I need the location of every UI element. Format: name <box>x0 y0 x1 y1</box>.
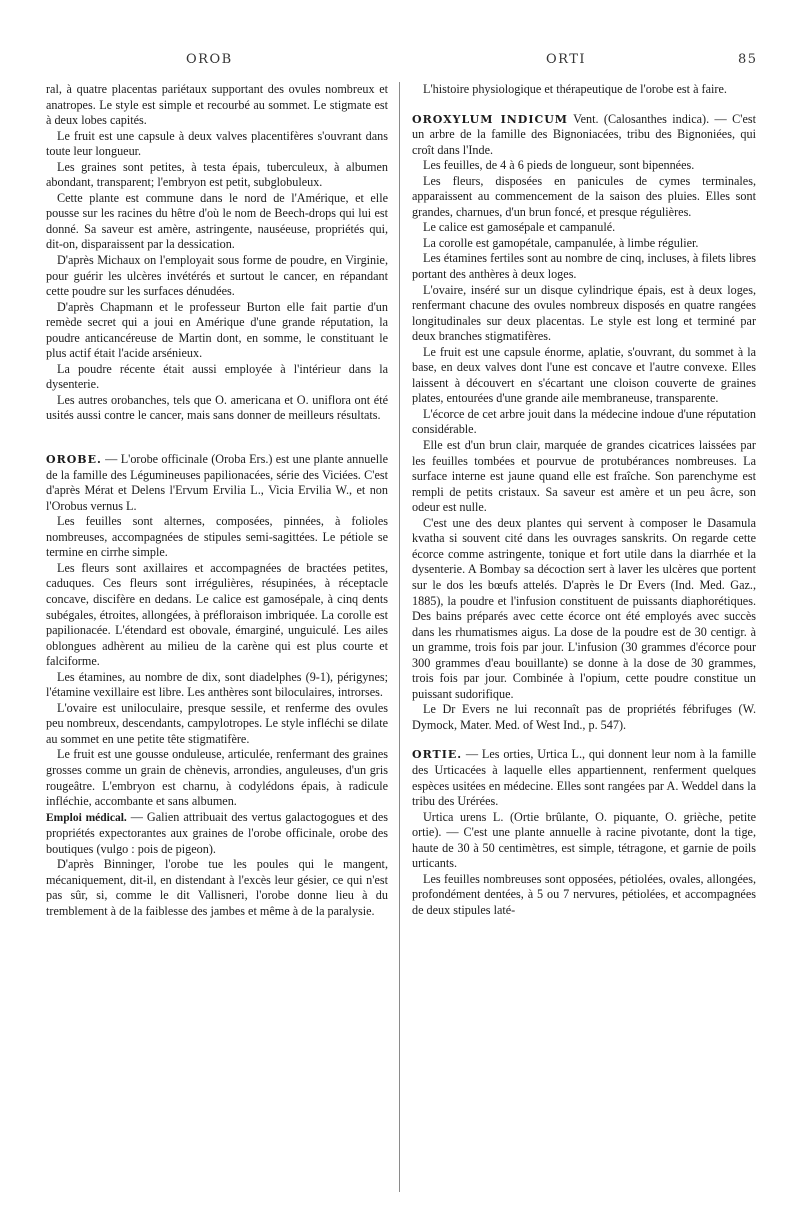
paragraph: Les fleurs, disposées en panicules de cymes terminales, apparaissent au commencement de la saison des pluies. Elles sont grandes, charnues, d'un brun foncé, et presque régulières. <box>412 173 756 219</box>
paragraph: L'histoire physiologique et thérapeutique de l'orobe est à faire. <box>423 82 727 96</box>
paragraph: L'ovaire, inséré sur un disque cylindrique épais, est à deux loges, renfermant chacune des ovules nombreux disposés en quatre rangées longitudinales sur deux placentas. Le style est long et terminé par deux branches stigmatifères. <box>412 282 756 344</box>
paragraph: Les feuilles nombreuses sont opposées, pétiolées, ovales, allongées, profondément dentées, à 5 ou 7 nervures, pétiolées, et accompagnées de deux stipules laté- <box>412 871 756 917</box>
headword-oroxylum: OROXYLUM INDICUM <box>412 112 568 126</box>
headword-ortie: ORTIE. <box>412 748 463 762</box>
right-column <box>412 82 756 1210</box>
paragraph: Urtica urens L. (Ortie brûlante, O. piquante, O. grièche, petite ortie). — C'est une plante annuelle à racine pivotante, dont la tige, haute de 30 à 50 centimètres, est simple, tétragone, et garnie de poils urticants. <box>412 809 756 871</box>
paragraph: L'écorce de cet arbre jouit dans la médecine indoue d'une réputation considérable. <box>412 406 756 437</box>
paragraph: D'après Chapmann et le professeur Burton elle fait partie d'un remède secret qui a joui en Amérique d'une grande réputation, la poudre anticancéreuse de Martin dont, en somme, le constituant le plus actif était l'acide arsénieux. <box>46 299 388 361</box>
emploi-medical <box>46 810 388 858</box>
paragraph: Le calice est gamosépale et campanulé. <box>423 220 616 235</box>
entry-oroxylum <box>412 112 756 159</box>
entry-text: Vent. (Calosanthes indica). — C'est un arbre de la famille des Bignoniacées, tribu des Bignoniées, qui croît dans l'Inde. <box>412 111 756 157</box>
paragraph: C'est une des deux plantes qui servent à composer le Dasamula kvatha si souvent cité dans les ouvrages sanskrits. On regarde cette écorce comme astringente, tonique et fort utile dans la diarrhée et la dysenterie. A Bombay sa décoction sert à laver les ulcères que portent sur le dos les bœufs attelés. D'après le Dr Evers (Ind. Med. Gaz., 1885), la poudre et l'infusion constituent de puissants diaphorétiques. Des bains préparés avec cette écorce ont été employés avec succès dans les rhumatismes aigus. La dose de la poudre est de 30 centigr. à un gramme, trois fois par jour. L'infusion (30 grammes d'écorce pour 300 grammes d'eau bouillante) se donne à la dose de 30 grammes, trois fois par jour. Combinée à l'opium, cette poudre constitue un puissant sudorifique. <box>412 515 756 701</box>
paragraph: Le fruit est une capsule énorme, aplatie, s'ouvrant, du sommet à la base, en deux valves dont l'une est concave et l'autre convexe. Elles laissent à découvert en s'écartant une cloison couverte de graines plates, entourées d'une grande aile membraneuse, transparente. <box>412 344 756 406</box>
entry-text: — L'orobe officinale (Oroba Ers.) est une plante annuelle de la famille des Légumineuses papilionacées, série des Viciées. C'est d'après Mérat et Delens l'Ervum Ervilia L., Vicia Ervilia W., et non l'Orobus vernus L. <box>46 452 388 513</box>
paragraph: ral, à quatre placentas pariétaux supportant des ovules nombreux et anatropes. Le style est simple et recourbé au sommet. Le stigmate est à deux lobes capités. <box>46 82 388 128</box>
paragraph: La poudre récente était aussi employée à l'intérieur dans la dysenterie. <box>46 361 388 392</box>
paragraph: Les étamines, au nombre de dix, sont diadelphes (9-1), périgynes; l'étamine vexillaire est libre. Les anthères sont biloculaires, introrses. <box>46 669 388 700</box>
page-number: 85 <box>738 52 758 67</box>
paragraph: Elle est d'un brun clair, marquée de grandes cicatrices laissées par les feuilles tombées et pourvue de protubérances nombreuses. La surface interne est jaune quand elle est fraîche. Son parenchyme est rempli de petits cristaux. Sa saveur est amère et un peu âcre, son odeur est nulle. <box>412 438 756 515</box>
paragraph: La corolle est gamopétale, campanulée, à limbe régulier. <box>423 235 699 250</box>
header-left-word: OROB <box>186 52 233 67</box>
left-column <box>46 82 388 1210</box>
paragraph: Les fleurs sont axillaires et accompagnées de bractées petites, caduques. Ces fleurs sont irrégulières, résupinées, à réceptacle concave, discifère en dedans. Le calice est gamosépale, à cinq dents subégales, étroites, allongées, à préfloraison imbriquée. La corolle est papilionacée. L'étendard est obovale, émarginé, unguiculé. Les ailes oblongues adhèrent au milieu de la carène qui est plus courte et falciforme. <box>46 560 388 669</box>
entry-text: — Les orties, Urtica L., qui donnent leur nom à la famille des Urticacées à laquelle elles appartiennent, renferment quelques espèces usitées en médecine. Elles sont rangées par A. Weddel dans la tribu des Urérées. <box>412 747 756 809</box>
subheading-emploi: Emploi médical. <box>46 811 127 824</box>
column-divider <box>399 82 400 1192</box>
paragraph: L'ovaire est uniloculaire, presque sessile, et renferme des ovules peu nombreux, descendants, campylotropes. Le style infléchi se dilate au sommet en une petite tête stigmatifère. <box>46 700 388 746</box>
paragraph: Le Dr Evers ne lui reconnaît pas de propriétés fébrifuges (W. Dymock, Mater. Med. of West Ind., p. 547). <box>412 702 756 732</box>
paragraph: D'après Michaux on l'employait sous forme de poudre, en Virginie, pour guérir les ulcères invétérés et surtout le cancer, en répandant cette poudre sur les surfaces dénudées. <box>46 253 388 299</box>
paragraph: Le fruit est une gousse onduleuse, articulée, renfermant des graines grosses comme un grain de chènevis, arrondies, anguleuses, d'un gris rougeâtre. L'embryon est charnu, à codylédons épais, à radicule infléchie, accombante et sans albumen. <box>46 747 388 809</box>
running-header <box>0 52 800 74</box>
paragraph: Les feuilles sont alternes, composées, pinnées, à folioles nombreuses, accompagnées de stipules semi-sagittées. Le pétiole se termine en cirrhe simple. <box>46 514 388 560</box>
headword-orobe: OROBE. <box>46 453 102 467</box>
paragraph: Les autres orobanches, tels que O. americana et O. uniflora ont été usités aussi contre le cancer, mais sans donner de meilleurs résultats. <box>46 392 388 423</box>
paragraph: Les graines sont petites, à testa épais, tuberculeux, à albumen abondant, transparent; l'embryon est petit, subglobuleux. <box>46 159 388 190</box>
paragraph: Cette plante est commune dans le nord de l'Amérique, et elle pousse sur les racines du hêtre d'où le nom de Beech-drops qui lui est donné. Sa saveur est amère, astringente, nauséeuse, propriétés qui, dit-on, disparaissent par la dessication. <box>46 190 388 252</box>
paragraph: Les feuilles, de 4 à 6 pieds de longueur, sont bipennées. <box>423 158 695 173</box>
entry-ortie <box>412 747 756 809</box>
paragraph: D'après Binninger, l'orobe tue les poules qui le mangent, mécaniquement, dit-il, en distendant à l'excès leur gésier, ce qui n'est pas sûr, si, comme le dit Vallisneri, l'orobe donne lieu à du tremblement à de la faiblesse des jambes et même à de la paralysie. <box>46 857 388 918</box>
header-right-word: ORTI <box>546 52 587 67</box>
paragraph: Les étamines fertiles sont au nombre de cinq, incluses, à filets libres portant des anthères à deux loges. <box>412 251 756 282</box>
paragraph: Le fruit est une capsule à deux valves placentifères s'ouvrant dans toute leur longueur. <box>46 128 388 159</box>
entry-orobe <box>46 452 388 514</box>
emploi-text: — Galien attribuait des vertus galactogogues et des propriétés expectorantes aux graines de l'orobe officinale, orobe des boutiques (vulgo : pois de pigeon). <box>46 809 388 856</box>
